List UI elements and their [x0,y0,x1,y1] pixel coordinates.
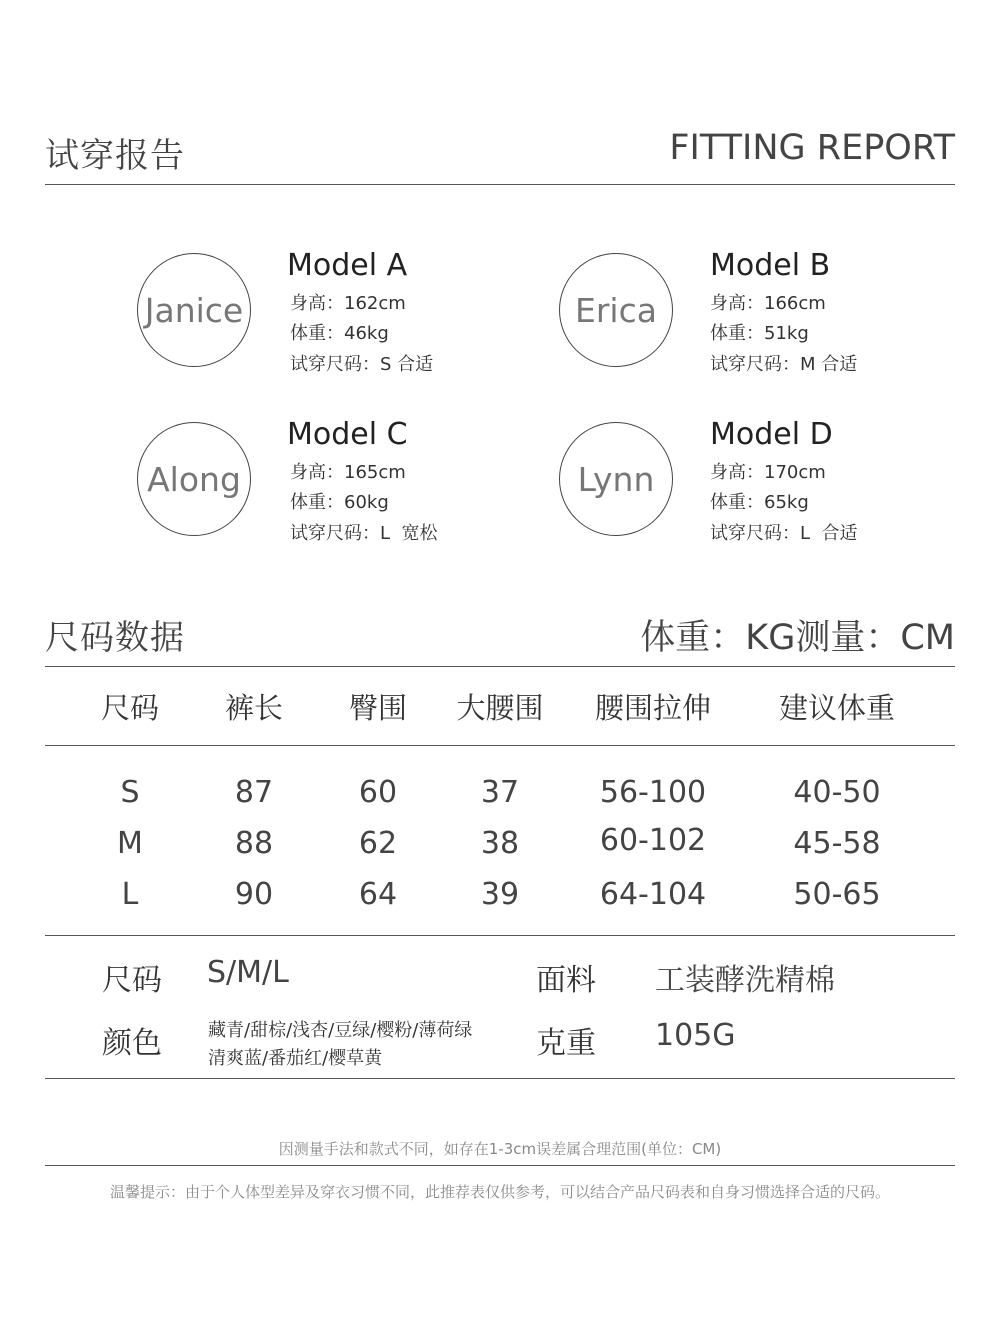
col-header-length: 裤长 [224,691,284,725]
table-cell: 38 [480,826,520,861]
table-cell: 88 [234,826,274,861]
model-d-name: Model D [710,417,833,452]
table-cell: 56-100 [599,775,707,810]
table-cell: 60 [358,775,398,810]
table-cell: S [120,775,140,810]
table-cell: 50-65 [793,877,881,912]
divider [45,1165,955,1166]
model-a-height: 身高：162cm [290,293,406,314]
model-b-height: 身高：166cm [710,293,826,314]
col-header-hip: 臀围 [348,691,408,725]
fabric-label: 面料 [536,963,596,998]
color-line-2: 清爽蓝/番茄红/樱草黄 [208,1048,383,1069]
model-b-weight: 体重：51kg [710,323,809,344]
col-header-waist-stretch: 腰围拉伸 [594,691,712,725]
avatar-model-a: Janice [137,253,251,367]
model-b-size: 试穿尺码：M 合适 [710,354,858,375]
table-cell: 64 [358,877,398,912]
avatar-model-c: Along [137,422,251,536]
model-c-weight: 体重：60kg [290,492,389,513]
size-label: 尺码 [102,963,162,998]
model-a-weight: 体重：46kg [290,323,389,344]
table-cell: 40-50 [793,775,881,810]
model-a-size: 试穿尺码：S 合适 [290,354,434,375]
divider [45,935,955,936]
table-cell: 62 [358,826,398,861]
fitting-title-cn: 试穿报告 [45,136,185,176]
col-header-waist: 大腰围 [456,691,544,725]
divider [45,1078,955,1079]
avatar-model-d: Lynn [559,422,673,536]
model-c-height: 身高：165cm [290,462,406,483]
weight-value: 105G [655,1018,736,1053]
model-d-size: 试穿尺码：L 合适 [710,523,858,544]
col-header-size: 尺码 [100,691,160,725]
model-c-name: Model C [287,417,408,452]
table-cell: 90 [234,877,274,912]
fitting-title-en: FITTING REPORT [669,128,955,168]
unit-label: 体重：KG测量：CM [640,618,955,658]
table-cell: 64-104 [599,877,707,912]
size-data-title: 尺码数据 [45,618,185,658]
table-cell: 45-58 [793,826,881,861]
table-cell: M [117,826,143,861]
col-header-suggested-weight: 建议体重 [778,691,896,725]
table-cell: 39 [480,877,520,912]
model-c-size: 试穿尺码：L 宽松 [290,523,438,544]
table-cell: 37 [480,775,520,810]
measurement-note: 因测量手法和款式不同，如存在1-3cm误差属合理范围(单位：CM) [278,1140,722,1158]
fabric-value: 工装酵洗精棉 [655,963,835,998]
size-value: S/M/L [207,955,289,990]
model-d-height: 身高：170cm [710,462,826,483]
avatar-model-b: Erica [559,253,673,367]
color-line-1: 藏青/甜棕/浅杏/豆绿/樱粉/薄荷绿 [208,1020,473,1041]
color-label: 颜色 [102,1026,162,1061]
weight-label: 克重 [536,1026,596,1061]
table-cell: L [121,877,139,912]
model-b-name: Model B [710,248,831,283]
divider [45,745,955,746]
divider [45,184,955,185]
divider [45,666,955,667]
model-a-name: Model A [287,248,408,283]
table-cell: 87 [234,775,274,810]
table-cell: 60-102 [599,823,707,858]
model-d-weight: 体重：65kg [710,492,809,513]
tip-note: 温馨提示：由于个人体型差异及穿衣习惯不同，此推荐表仅供参考，可以结合产品尺码表和自身习惯选择合适的尺码。 [109,1183,890,1201]
